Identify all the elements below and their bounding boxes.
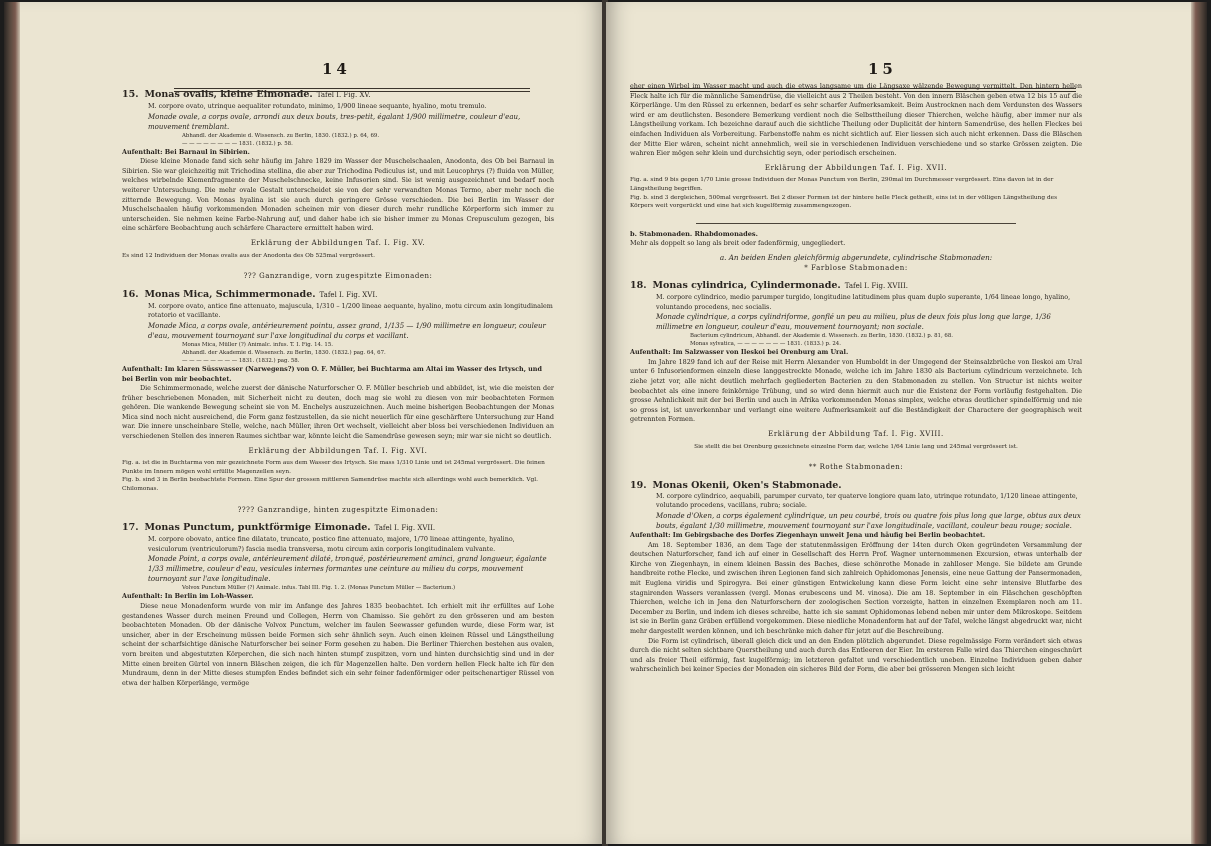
species-number: 17. (122, 522, 139, 534)
species-heading-17 (122, 521, 554, 535)
habitat-line: Aufenthalt: Im klaren Süsswasser (Narwegens?) von O. F. Müller, bei Buchtarma am Altai im Wasser des Irtysch, und bei Berlin von mir beobachtet. (122, 364, 542, 383)
body-paragraph: Die Schimmermonade, welche zuerst der dänische Naturforscher O. F. Müller beschrieb und abbildet, ist, wie die meisten der früher beschriebenen Monaden, mit Sicherheit nicht zu deuten, doch mag sie wohl zu diesen von mir beobachteten Formen gehören. Die wankende Bewegung scheint sie von M. Enchelys auszuzeichnen. Auch meine bisherigen Beobachtungen der Monas Mica sind noch nicht ausreichend, die Form ganz festzustellen, da sie nicht neuerlich für eine geschärftere Untersuchung zur Hand war. Die innere unscheinbare Stelle, welche, nach Müller, ihren Ort wechselt, vielleicht aber bloss bei verschiedenen Individuen an verschiedenen Stellen des inneren Raumes sichtbar war, könnte leicht die Samendrüse gewesen seyn; mir war sie nicht so deutlich. (122, 384, 554, 441)
page-number-left: 14 (322, 60, 351, 78)
right-page-edge (1191, 2, 1207, 844)
species-number: 19. (630, 479, 647, 491)
figure-explanation-heading: Erklärung der Abbildung Taf. I. Fig. XVIII. (768, 430, 944, 439)
subgroup-heading: a. An beiden Enden gleichförmig abgerundete, cylindrische Stabmonaden: (719, 252, 993, 262)
left-page-edge (4, 2, 20, 844)
literature-ref: Monas Mica, Müller (?) Animalc. infus. T. I. Fig. 14. 15. (182, 341, 333, 348)
species-heading-15 (122, 88, 554, 102)
species-heading-19 (630, 479, 1082, 492)
figure-caption: Fig. a. ist die in Buchtarma von mir gezeichnete Form aus dem Wasser des Irtysch. Sie mass 1/310 Linie und ist 245mal vergrössert. Die feinen Punkte im Innern mögen wohl erfüllte Magenzellen seyn. (122, 460, 545, 475)
species-title: Monas ovalis, kleine Eimonade. (144, 89, 313, 100)
left-page (4, 2, 604, 844)
habitat-line: Aufenthalt: In Berlin im Loh-Wasser. (122, 592, 254, 601)
page-number-right: 15 (868, 60, 897, 78)
tafel-ref: Tafel I. Fig. XVII. (374, 524, 436, 533)
tafel-ref: Tafel I. Fig. XVI. (319, 290, 378, 299)
french-diagnosis: Monade ovale, a corps ovale, arrondi aux deux bouts, tres-petit, égalant 1/900 millimetre, couleur d'eau, mouvement tremblant. (148, 112, 521, 131)
latin-diagnosis: M. corpore obovato, antice fine dilatato, truncato, postico fine attenuato, majore, 1/70 lineae attingente, hyalino, vesiculorum (ventriculorum?) fascia media transversa, motu circum axin corporis longitudinalem vulvante. (148, 535, 515, 553)
habitat-line: Aufenthalt: Im Gebirgsbache des Dorfes Ziegenhayn unweit Jena und häufig bei Berlin beobachtet. (630, 531, 986, 539)
figure-explanation-heading: Erklärung der Abbildungen Taf. I. Fig. XVII. (764, 163, 948, 172)
right-page-content (630, 82, 1082, 675)
habitat-line: Aufenthalt: Im Salzwasser von Ileskoi bei Orenburg am Ural. (630, 348, 849, 357)
habitat-line: Aufenthalt: Bei Barnaul in Sibirien. (122, 147, 250, 156)
species-heading-16 (122, 288, 554, 302)
species-heading-18 (630, 279, 1082, 293)
species-number: 16. (122, 288, 139, 300)
group-heading: ???? Ganzrandige, hinten zugespitzte Eimonaden: (237, 505, 439, 514)
body-paragraph: Die Form ist cylindrisch, überall gleich dick und an den Enden plötzlich abgerundet. Diese regelmässige Form verändert sich etwas durch die nicht selten sichtbare Querstheilung und auch durch das Entleeren der Eier. Im ersteren Falle wird das Thierchen eingeschnürt und als freier Theil eiförmig, fast kugelförmig; im letzteren gefaltet und verschiedentlich uneben. Einzelne Individuen geben daher wahrscheinlich bei keiner Species der Monaden ein sicheres Bild der Form, die aber bei grösseren Mengen sich leicht (630, 636, 1082, 674)
latin-diagnosis: M. corpore ovato, utrinque aequaliter rotundato, minimo, 1/900 lineae sequante, hyalino, motu tremulo. (148, 102, 487, 110)
latin-diagnosis: M. corpore ovato, antice fine attenuato, majuscula, 1/310 – 1/200 lineae aequante, hyalino, motu circum axin longitudinalem rotatorio et vacillante. (148, 301, 553, 320)
body-paragraph: Diese kleine Monade fand sich sehr häufig im Jahre 1829 im Wasser der Muschelschaalen, Anodonta, des Ob bei Barnaul in Sibirien. Sie war gleichzeitig mit Trichodina stellina, die aber zur Trichodina Pediculus ist, und mit Leucophrys (?) fluida von Müller, welches wirbelnde Kiemenfragmente der Muschelschnecke, keine Infusorien sind. Sie ist wenig ausgezeichnet und bedarf noch weiterer Untersuchung. Die mehr ovale Gestalt unterscheidet sie von der sehr verwandten Monas Termo, aber mehr noch die zitternde Bewegung. Von Monas hyalina ist sie auch durch geringere Grösse verschieden. Die bei Berlin im Wasser der Muschelschaalen häufig vorkommenden Monaden scheinen mir von dieser durch mehr rundliche Körperform sich immer zu unterscheiden. Sie nehmen keine Farbe-Nahrung auf, und daher habe ich sie bisher immer zu Monas Crepusculum gezogen, bis eine schärfere Beobachtung auch schärfere Charactere ermittelt haben wird. (122, 157, 554, 233)
literature-ref: — — — — — — — — 1831. (1832.) p. 58. (182, 140, 293, 147)
species-title: Monas Mica, Schimmermonade. (144, 288, 316, 300)
body-paragraph: Diese neue Monadenform wurde von mir im Anfange des Jahres 1835 beobachtet. Ich erhielt mit ihr erfülltes auf Lohe gestandenes Wasser durch meinen Freund und Collegen, Herrn von Chamisso. Sie gehört zu den grösseren und am besten beobachteten Monaden. Ob der dänische Volvox Punctum, welcher im faulen Seewasser gefunden wurde, diese Form war, ist unsicher, aber in der Erscheinung müssen beide Formen sich sehr ähnlich seyn. Auch einen kleinen Rüssel und Längstheilung scheint der scharfsichtige dänische Naturforscher bei seiner Form gesehen zu haben. Die Berliner Thierchen bestehen aus ovalen, vorn breiten und abgestutzten Körperchen, die sich nach hinten stumpf zuspitzen, vorn und hinten durchsichtig sind und in der Mitte einen breiten Gürtel von innern Bläschen zeigen, die ich für Magenzellen halte. Den vordern hellen Fleck halte ich für den Mundraum, denn in der Mitte dieses stumpfen Endes befindet sich ein sehr feiner fadenförmiger oder peitschenartiger Rüssel von etwa der halben Körperlänge, vermöge (122, 602, 554, 687)
latin-diagnosis: M. corpore cylindrico, aequabili, parumper curvato, ter quaterve longiore quam lato, utrinque rotundato, 1/120 lineae attingente, volutando procedens, vacillans, rubra; sociale. (656, 491, 1078, 510)
genus-description: Mehr als doppelt so lang als breit oder fadenförmig, ungegliedert. (630, 239, 846, 248)
body-paragraph: Am 18. September 1836, an dem Tage der statutenmässigen Eröffnung der 14ten durch Oken gegründeten Versammlung der deutschen Naturforscher, fand ich auf einer in Gesellschaft des Herrn Prof. Wagner unternommenen Excursion, etwas unterhalb der Kirche von Ziegenhayn, in einem kleinen Bassin des Baches, diese schönrothe Monade in zahlloser Menge. Sie bildete am Grunde handbreite rothe Flecke, und zwischen ihren Legionen fand sich zahlreich Ophidomonas Jenensis, eine neue Gattung der Pansermonaden, mit Euglena viridis und Spirogyra. Bei einer günstigen Entwickelung kann diese Form leicht eine sehr intensive Blutfarbe des stagnirenden Wassers veranlassen (vergl. Monas erubescens und M. vinosa). Die am 18. September in ein Fläschchen geschöpften Thierchen, welche ich in Jena den Naturforschern der zoologischen Section vorzeigte, hatten in einzelnen Exemplaren noch am 11. December zu Berlin, und indem ich dieses schreibe, hatte ich sie sammt Ophidomonas lebend neben mir unter dem Mikroskope. Seitdem ist sie in Berlin ganz Gräben erfüllend vorgekommen. Diese niedliche Monadenform hat auf der Tafel, welche längst abgedruckt war, nicht mehr dargestellt werden können, und ich beschränke mich daher für jetzt auf die Beschreibung. (630, 540, 1082, 635)
subgroup-star-heading: * Farblose Stabmonaden: (804, 263, 908, 272)
figure-caption: Es sind 12 Individuen der Monas ovalis aus der Anodonta des Ob 525mal vergrössert. (122, 252, 375, 259)
figure-caption: Sie stellt die bei Orenburg gezeichnete einzelne Form dar, welche 1/64 Linie lang und 245mal vergrössert ist. (694, 443, 1018, 450)
body-paragraph: eher einen Wirbel im Wasser macht und auch die etwas langsame um die Längsaxe wälzende Bewegung vermittelt. Den hintern hellen Fleck halte ich für die männliche Samendrüse, die vielleicht aus 2 Theilen besteht. Von den innern Bläschen geben etwa 12 bis 15 auf die Körperlänge. Um den Rüssel zu erkennen, bedarf es sehr scharfer Aufmerksamkeit. Beim Austrocknen nach dem Verdunsten des Wassers wird er am deutlichsten. Besondere Bemerkung verdient noch die Selbsttheilung dieser Thierchen, welche häufig, aber immer nur als Längstheilung vorkam. Ich bezeichne darauf auch die sichtliche Theilung oder Duplicität der hintern Samendrüse, des hellen Fleckes bei einfachen Individuen als Vorbereitung. Farbenstoffe nahm es nicht sichtlich auf. Eier liessen sich auch nicht erkennen. Dass die Bläschen der Mitte Eier wären, scheint nicht annehmlich, weil sie in verschiedenen Individuen verschiedene und so starke Grössen zeigten. Die wahren Eier mögen sehr klein und durchsichtig seyn, oder periodisch erscheinen. (630, 82, 1082, 158)
literature-ref: — — — — — — — — 1831. (1832.) pag. 58. (182, 357, 300, 364)
french-diagnosis: Monade Point, a corps ovale, antérieurement dilaté, tronqué, postérieurement aminci, grand longueur, égalante 1/33 millimetre, couleur d'eau, vesicules internes formantes une ceinture au milieu du corps, mouvement tournoyant sur l'axe longitudinale. (148, 555, 547, 584)
literature-ref: Volvox Punctum Müller (?) Animalc. infus. Tabl III. Fig. 1. 2. (Monas Punctum Müller — Bacterium.) (182, 585, 456, 592)
section-divider (696, 223, 1016, 224)
tafel-ref: Tafel I. Fig. XV. (316, 91, 371, 99)
species-title: Monas Punctum, punktförmige Eimonade. (144, 522, 371, 534)
left-page-content (122, 82, 554, 688)
species-title: Monas cylindrica, Cylindermonade. (652, 280, 841, 292)
species-title: Monas Okenii, Oken's Stabmonade. (652, 479, 842, 491)
subgroup-starstar-heading: ** Rothe Stabmonaden: (808, 463, 904, 472)
book-spread (4, 0, 1207, 846)
figure-explanation-heading: Erklärung der Abbildungen Taf. I. Fig. XVI. (248, 446, 428, 455)
french-diagnosis: Monade Mica, a corps ovale, antérieurement pointu, assez grand, 1/135 — 1/90 millimetre en longueur, couleur d'eau, mouvement tournoyant sur l'axe longitudinal du corps et vacillant. (148, 321, 546, 340)
group-heading: ??? Ganzrandige, vorn zugespitzte Eimonaden: (243, 272, 433, 281)
literature-ref: Abhandl. der Akademie d. Wissensch. zu Berlin, 1830. (1832.) pag. 64, 67. (182, 349, 386, 356)
literature-ref: Abhandl. der Akademie d. Wissensch. zu Berlin, 1830. (1832.) p. 64, 69. (182, 132, 380, 139)
body-paragraph: Im Jahre 1829 fand ich auf der Reise mit Herrn Alexander von Humboldt in der Umgegend der Steinsalzbrüche von Ileskoi am Ural unter 6 Infusorienformen einzeln diese langgestreckte Monade, welche ich im Jahre 1830 als Bacterium cylindricum verzeichnete. Ich ziehe jetzt vor, alle nicht deutlich mehrfach gegliederten Bacterien zu den Stabmonaden zu stellen. Von Structur ist nichts weiter beobachtet als eine innere feinkörnige Trübung, und so wird denn hiermit auch nur die Existenz der Form vorläufig festgehalten. Die grosse Aehnlichkeit mit der bei Berlin und auch in Afrika vorkommenden Monas simplex, welche etwas deutlicher spindelförmig und nie so gross ist, ist unverkennbar und verlangt eine weitere Aufmerksamkeit auf die Beständigkeit der Charactere der geographisch weit getrennten Formen. (630, 357, 1082, 424)
latin-diagnosis: M. corpore cylindrico, medio parumper turgido, longitudine latitudinem plus quam duplo superante, 1/64 lineae longo, hyalino, voluntando procedens, nec socialis. (656, 293, 1071, 311)
tafel-ref: Tafel I. Fig. XVIII. (844, 282, 908, 291)
figure-caption: Fig. b. sind 3 dergleichen, 500mal vergrössert. Bei 2 dieser Formen ist der hintere helle Fleck getheilt, eins ist in der völligen Längstheilung des Körpers weit vorgerückt und eine hat sich kugelförmig zusammengezogen. (630, 194, 1058, 210)
species-number: 18. (630, 280, 647, 292)
literature-ref: Bacterium cylindricum, Abhandl. der Akademie d. Wissensch. zu Berlin, 1830. (1832.) p. 81, 68. (690, 333, 953, 340)
french-diagnosis: Monade cylindrique, a corps cylindriforme, gonflé un peu au milieu, plus de deux fois plus long que large, 1/36 millimetre en longueur, couleur d'eau, mouvement tournoyant; non sociale. (656, 313, 1051, 332)
genus-heading: b. Stabmonaden. Rhabdomonades. (630, 229, 758, 238)
species-number: 15. (122, 89, 139, 100)
right-page (606, 2, 1207, 844)
figure-explanation-heading: Erklärung der Abbildungen Taf. I. Fig. XV. (250, 238, 426, 247)
literature-ref: Monas sylvatica, — — — — — — — 1831. (1833.) p. 24. (690, 341, 841, 348)
french-diagnosis: Monade d'Oken, a corps également cylindrique, un peu courbé, trois ou quatre fois plus long que large, obtus aux deux bouts, égalant 1/30 millimetre, mouvement tournoyant sur l'axe longitudinale, vacillant, couleur beau rouge; sociale. (656, 512, 1081, 530)
figure-caption: Fig. a. sind 9 bis gegen 1/70 Linie grosse Individuen der Monas Punctum von Berlin, 290mal im Durchmesser vergrössert. Eins davon ist in der Längstheilung begriffen. (630, 177, 1054, 192)
figure-caption: Fig. b. sind 3 in Berlin beobachtete Formen. Eine Spur der grossen mittleren Samendrüse machte sich allerdings wohl auch bemerklich. Vgl. Chilomonas. (122, 477, 538, 493)
